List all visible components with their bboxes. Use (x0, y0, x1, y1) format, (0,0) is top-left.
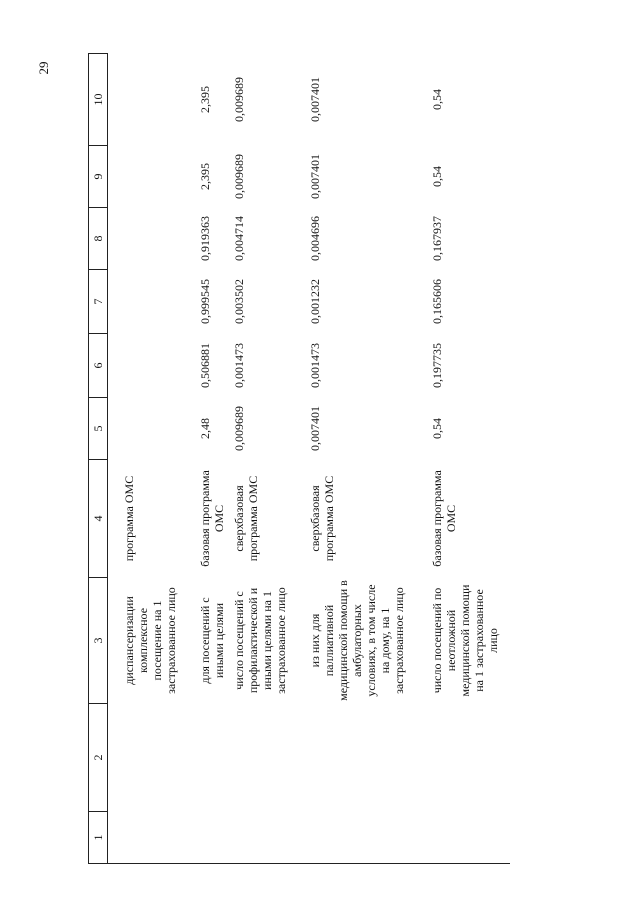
cell-col8 (122, 208, 198, 270)
cell-col7: 0,165606 (430, 279, 444, 324)
cell-col9: 2,395 (198, 163, 212, 190)
cell-col6: 0,001473 (308, 343, 322, 388)
cell-col9: 0,54 (430, 166, 444, 187)
table-spacer (108, 54, 123, 864)
row-program: базовая программа ОМС (198, 470, 226, 567)
header-col-10: 10 (89, 54, 108, 146)
cell-col8: 0,004714 (232, 216, 246, 261)
row-description: диспансеризации комплексное посещение на 1 застрахованное лицо (122, 587, 178, 694)
cell-col10: 2,395 (198, 86, 212, 113)
header-col-8: 8 (89, 208, 108, 270)
cell-col6: 0,197735 (430, 343, 444, 388)
table-row (308, 54, 430, 864)
header-col-3: 3 (89, 578, 108, 704)
table-row (232, 54, 308, 864)
row-program: программа ОМС (122, 475, 136, 562)
cell-col5: 0,54 (430, 418, 444, 439)
cell-col6: 0,506881 (198, 343, 212, 388)
cell-col8: 0,919363 (198, 216, 212, 261)
cell-col5 (122, 398, 198, 460)
header-col-7: 7 (89, 270, 108, 334)
cell-col10: 0,009689 (232, 77, 246, 122)
cell-col5: 0,007401 (308, 406, 322, 451)
cell-col5: 0,009689 (232, 406, 246, 451)
header-col-9: 9 (89, 146, 108, 208)
row-program: базовая программа ОМС (430, 470, 458, 567)
cell-col9: 0,009689 (232, 154, 246, 199)
rotated-table-container (88, 54, 615, 864)
cell-col9 (122, 146, 198, 208)
cell-col9: 0,007401 (308, 154, 322, 199)
header-col-4: 4 (89, 460, 108, 578)
cell-col6 (122, 334, 198, 398)
cell-col7: 0,003502 (232, 279, 246, 324)
header-row (89, 54, 108, 864)
cell-col10 (122, 54, 198, 146)
cell-col8: 0,004696 (308, 216, 322, 261)
header-col-2: 2 (89, 704, 108, 812)
data-table (88, 53, 510, 864)
table-row (430, 54, 510, 864)
cell-col6: 0,001473 (232, 343, 246, 388)
cell-col7: 0,001232 (308, 279, 322, 324)
row-description: число посещений по неотложной медицинской помощи на 1 застрахованное лицо (430, 584, 500, 697)
table-row (198, 54, 232, 864)
cell-col7: 0,999545 (198, 279, 212, 324)
cell-col7 (122, 270, 198, 334)
cell-col10: 0,007401 (308, 77, 322, 122)
table-row (122, 54, 198, 864)
row-program: сверхбазовая программа ОМС (308, 475, 336, 562)
row-program: сверхбазовая программа ОМС (232, 475, 260, 562)
page-number: 29 (36, 61, 51, 75)
row-description: число посещений с профилактической и иными целями на 1 застрахованное лицо (232, 587, 288, 694)
header-col-1: 1 (89, 812, 108, 864)
header-col-6: 6 (89, 334, 108, 398)
cell-col5: 2,48 (198, 418, 212, 439)
row-description: из них для паллиативной медицинской помощи в амбулаторных условиях, в том числе на дому, на 1 застрахованное лицо (308, 580, 406, 701)
cell-col8: 0,167937 (430, 216, 444, 261)
row-description: для посещений с иными целями (198, 597, 226, 684)
cell-col10: 0,54 (430, 89, 444, 110)
header-col-5: 5 (89, 398, 108, 460)
